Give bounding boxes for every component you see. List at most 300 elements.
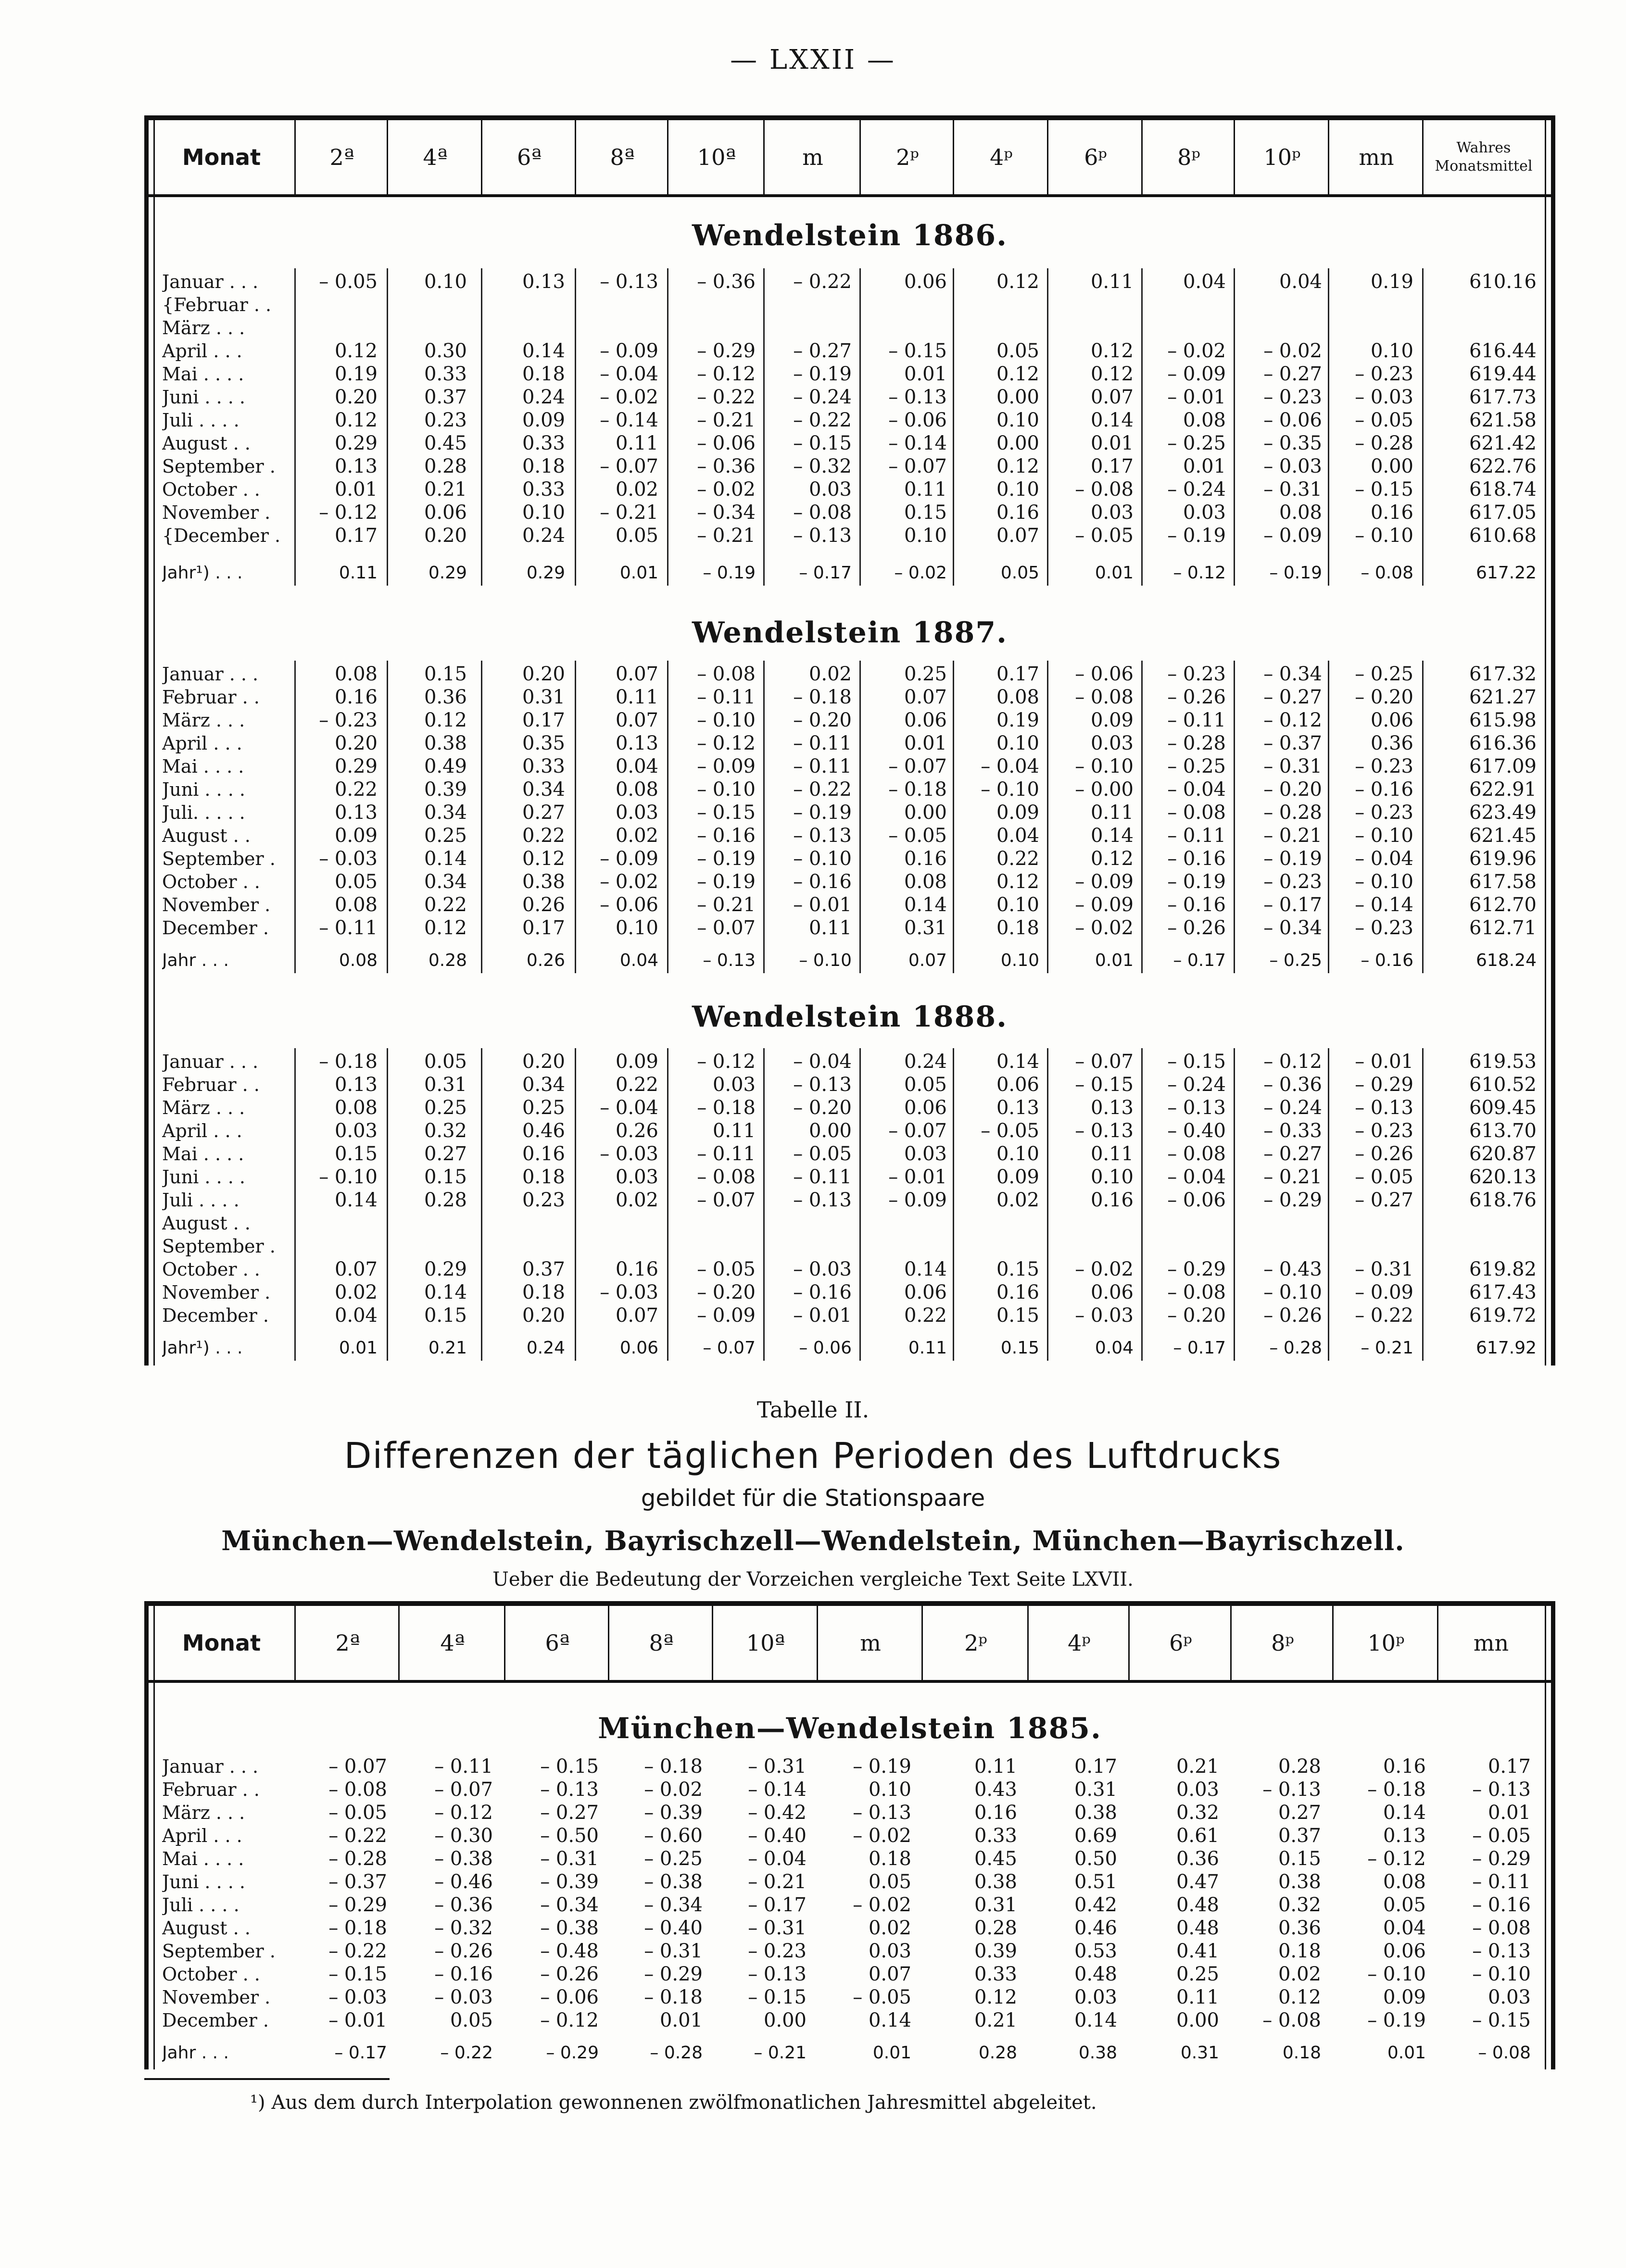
cell-value: – 0.05 bbox=[319, 271, 378, 293]
cell-value: – 0.18 bbox=[644, 1986, 703, 2008]
cell-value: – 0.12 bbox=[434, 1802, 493, 1824]
header-hour: 6ª bbox=[481, 120, 576, 194]
cell-value: 0.45 bbox=[974, 1848, 1017, 1870]
cell-value: 0.29 bbox=[526, 563, 565, 583]
cell-value: 0.33 bbox=[522, 432, 565, 454]
cell-value: 0.16 bbox=[974, 1802, 1017, 1824]
cell-value: 0.06 bbox=[619, 1338, 658, 1358]
table-label: Tabelle II. bbox=[756, 1397, 870, 1423]
cell-value: – 0.07 bbox=[888, 1120, 947, 1142]
cell-value: 0.04 bbox=[1183, 271, 1226, 293]
cell-value: 0.05 bbox=[1383, 1894, 1426, 1916]
month-label: Mai . . . . bbox=[162, 1848, 244, 1869]
cell-value: 0.16 bbox=[522, 1143, 565, 1165]
cell-value: – 0.20 bbox=[793, 1097, 852, 1119]
cell-value: – 0.26 bbox=[434, 1940, 493, 1962]
cell-value: 0.36 bbox=[1370, 732, 1413, 754]
cell-value: – 0.29 bbox=[1167, 1258, 1226, 1280]
cell-value: 0.09 bbox=[1383, 1986, 1426, 2008]
column-rule bbox=[763, 1048, 765, 1361]
cell-value: – 0.36 bbox=[434, 1894, 493, 1916]
cell-value: 0.01 bbox=[1095, 951, 1134, 970]
cell-value: – 0.02 bbox=[600, 386, 658, 408]
table-row bbox=[149, 1824, 1551, 1847]
cell-value: – 0.04 bbox=[748, 1848, 807, 1870]
cell-value: – 0.16 bbox=[1361, 951, 1413, 970]
cell-value: – 0.10 bbox=[1355, 525, 1413, 547]
cell-value: – 0.13 bbox=[703, 951, 756, 970]
cell-value: 0.11 bbox=[974, 1755, 1017, 1778]
cell-value: – 0.22 bbox=[328, 1940, 387, 1962]
cell-value: 0.04 bbox=[619, 951, 658, 970]
cell-value: 0.02 bbox=[615, 1189, 658, 1211]
month-label: Mai . . . . bbox=[162, 1143, 244, 1165]
header-hour: 10ª bbox=[712, 1606, 818, 1680]
cell-value: – 0.02 bbox=[853, 1825, 911, 1847]
column-rule bbox=[1328, 268, 1329, 586]
cell-value: – 0.01 bbox=[1355, 1051, 1413, 1073]
cell-value: 0.19 bbox=[334, 363, 378, 385]
header-hour: 8ᵖ bbox=[1141, 120, 1235, 194]
cell-value: 0.33 bbox=[522, 755, 565, 777]
cell-value: 0.27 bbox=[522, 802, 565, 824]
cell-value: – 0.18 bbox=[888, 778, 947, 801]
cell-value: 0.11 bbox=[615, 686, 658, 708]
cell-value: 0.17 bbox=[522, 709, 565, 731]
cell-value: – 0.25 bbox=[1269, 951, 1322, 970]
cell-value: – 0.27 bbox=[1263, 363, 1322, 385]
cell-value: 0.34 bbox=[522, 1074, 565, 1096]
cell-value: – 0.60 bbox=[644, 1825, 703, 1847]
table-header bbox=[149, 120, 1551, 197]
cell-value: 0.12 bbox=[996, 363, 1039, 385]
cell-value: – 0.31 bbox=[644, 1940, 703, 1962]
cell-value: – 0.33 bbox=[1263, 1120, 1322, 1142]
section-title: Wendelstein 1887. bbox=[692, 616, 1008, 650]
cell-value: – 0.23 bbox=[1263, 386, 1322, 408]
cell-value: 0.18 bbox=[522, 455, 565, 477]
cell-value: 0.05 bbox=[996, 340, 1039, 362]
cell-value: – 0.03 bbox=[319, 848, 378, 870]
cell-value: 0.12 bbox=[1278, 1986, 1321, 2008]
cell-value: – 0.23 bbox=[319, 709, 378, 731]
cell-value: – 0.05 bbox=[981, 1120, 1039, 1142]
cell-value: 618.74 bbox=[1469, 478, 1537, 501]
cell-value: – 0.21 bbox=[697, 894, 756, 916]
cell-value: – 0.13 bbox=[853, 1802, 911, 1824]
cell-value: 0.24 bbox=[526, 1338, 565, 1358]
cell-value: – 0.24 bbox=[793, 386, 852, 408]
cell-value: 0.08 bbox=[904, 871, 947, 893]
cell-value: 0.25 bbox=[904, 663, 947, 685]
cell-value: – 0.01 bbox=[793, 1304, 852, 1327]
cell-value: 0.07 bbox=[996, 525, 1039, 547]
cell-value: – 0.35 bbox=[1263, 432, 1322, 454]
table-row bbox=[149, 524, 1551, 547]
cell-value: 0.12 bbox=[334, 340, 378, 362]
cell-value: 0.20 bbox=[522, 1051, 565, 1073]
year-row bbox=[149, 2042, 1551, 2065]
cell-value: – 0.01 bbox=[328, 2009, 387, 2031]
cell-value: – 0.15 bbox=[540, 1755, 599, 1778]
cell-value: – 0.10 bbox=[1355, 871, 1413, 893]
column-rule bbox=[294, 661, 296, 973]
cell-value: 0.10 bbox=[996, 409, 1039, 431]
table-row bbox=[149, 755, 1551, 778]
cell-value: – 0.38 bbox=[434, 1848, 493, 1870]
header-hour: 8ª bbox=[575, 120, 668, 194]
month-label: August . . bbox=[162, 1213, 251, 1234]
table-row bbox=[149, 339, 1551, 363]
cell-value: 0.38 bbox=[974, 1871, 1017, 1893]
cell-value: 0.09 bbox=[522, 409, 565, 431]
cell-value: – 0.17 bbox=[1263, 894, 1322, 916]
month-label: April . . . bbox=[162, 340, 242, 362]
cell-value: – 0.10 bbox=[981, 778, 1039, 801]
cell-value: – 0.27 bbox=[540, 1802, 599, 1824]
cell-value: – 0.08 bbox=[1262, 2009, 1321, 2031]
header-hour: m bbox=[763, 120, 861, 194]
cell-value: 0.43 bbox=[974, 1779, 1017, 1801]
column-rule bbox=[1422, 268, 1424, 586]
cell-value: – 0.21 bbox=[697, 525, 756, 547]
cell-value: 0.18 bbox=[522, 1281, 565, 1303]
cell-value: – 0.10 bbox=[1075, 755, 1134, 777]
cell-value: 0.02 bbox=[615, 825, 658, 847]
table-row bbox=[149, 386, 1551, 409]
cell-value: 0.39 bbox=[974, 1940, 1017, 1962]
month-label: Juli . . . . bbox=[162, 1190, 239, 1211]
cell-value: 0.00 bbox=[904, 802, 947, 824]
cell-value: 0.24 bbox=[522, 525, 565, 547]
cell-value: 0.08 bbox=[1279, 501, 1322, 524]
column-rule bbox=[1234, 661, 1235, 973]
header-hour: 2ª bbox=[294, 1606, 400, 1680]
cell-value: 615.98 bbox=[1469, 709, 1537, 731]
cell-value: – 0.04 bbox=[981, 755, 1039, 777]
cell-value: 0.38 bbox=[522, 871, 565, 893]
cell-value: 619.96 bbox=[1469, 848, 1537, 870]
column-rule bbox=[1141, 1048, 1143, 1361]
cell-value: 0.38 bbox=[1078, 2043, 1117, 2063]
cell-value: 0.30 bbox=[424, 340, 467, 362]
cell-value: – 0.13 bbox=[1262, 1779, 1321, 1801]
cell-value: 0.46 bbox=[1074, 1917, 1117, 1939]
cell-value: 0.06 bbox=[1370, 709, 1413, 731]
cell-value: – 0.11 bbox=[319, 917, 378, 939]
cell-value: 0.04 bbox=[1279, 271, 1322, 293]
cell-value: 0.23 bbox=[424, 409, 467, 431]
cell-value: – 0.19 bbox=[793, 802, 852, 824]
cell-value: – 0.23 bbox=[1263, 871, 1322, 893]
cell-value: – 0.12 bbox=[1367, 1848, 1426, 1870]
sign-remark: Ueber die Bedeutung der Vorzeichen vergleiche Text Seite LXVII. bbox=[492, 1568, 1134, 1591]
header-hour: 6ª bbox=[504, 1606, 609, 1680]
header-hour: mn bbox=[1437, 1606, 1544, 1680]
cell-value: – 0.26 bbox=[1263, 1304, 1322, 1327]
cell-value: 0.29 bbox=[334, 755, 378, 777]
cell-value: – 0.26 bbox=[1167, 686, 1226, 708]
cell-value: 0.14 bbox=[996, 1051, 1039, 1073]
month-label: December . bbox=[162, 1305, 269, 1326]
cell-value: – 0.15 bbox=[748, 1986, 807, 2008]
table-row bbox=[149, 1917, 1551, 1940]
cell-value: – 0.13 bbox=[793, 1074, 852, 1096]
column-rule bbox=[763, 661, 765, 973]
cell-value: 0.34 bbox=[424, 802, 467, 824]
cell-value: 0.07 bbox=[868, 1963, 911, 1985]
month-label: Februar . . bbox=[162, 687, 260, 708]
column-rule bbox=[1047, 268, 1048, 586]
cell-value: 0.05 bbox=[424, 1051, 467, 1073]
cell-value: – 0.07 bbox=[888, 755, 947, 777]
cell-value: 0.06 bbox=[424, 501, 467, 524]
column-rule bbox=[859, 1048, 861, 1361]
cell-value: 0.03 bbox=[1183, 501, 1226, 524]
cell-value: – 0.04 bbox=[600, 1097, 658, 1119]
cell-value: – 0.05 bbox=[888, 825, 947, 847]
header-hour: 4ª bbox=[398, 1606, 505, 1680]
cell-value: – 0.09 bbox=[888, 1189, 947, 1211]
table-row bbox=[149, 1986, 1551, 2009]
cell-value: 0.42 bbox=[1074, 1894, 1117, 1916]
cell-value: – 0.22 bbox=[697, 386, 756, 408]
cell-value: 0.11 bbox=[908, 1338, 947, 1358]
cell-value: – 0.02 bbox=[1263, 340, 1322, 362]
cell-value: – 0.34 bbox=[1263, 663, 1322, 685]
cell-value: – 0.09 bbox=[1075, 894, 1134, 916]
cell-value: 0.13 bbox=[1090, 1097, 1134, 1119]
table-row bbox=[149, 1165, 1551, 1189]
cell-value: – 0.11 bbox=[1472, 1871, 1531, 1893]
cell-value: 0.03 bbox=[808, 478, 852, 501]
header-monat: Monat bbox=[182, 144, 261, 170]
cell-value: 0.03 bbox=[1176, 1779, 1219, 1801]
cell-value: – 0.17 bbox=[748, 1894, 807, 1916]
cell-value: – 0.12 bbox=[1263, 1051, 1322, 1073]
cell-value: 0.15 bbox=[904, 501, 947, 524]
cell-value: – 0.16 bbox=[1355, 778, 1413, 801]
column-rule bbox=[953, 268, 954, 586]
cell-value: 618.24 bbox=[1476, 951, 1537, 970]
cell-value: – 0.12 bbox=[697, 363, 756, 385]
cell-value: 0.08 bbox=[1183, 409, 1226, 431]
cell-value: – 0.20 bbox=[1167, 1304, 1226, 1327]
cell-value: 0.32 bbox=[424, 1120, 467, 1142]
cell-value: – 0.12 bbox=[540, 2009, 599, 2031]
month-label: October . . bbox=[162, 479, 260, 500]
header-hour: 10ª bbox=[667, 120, 765, 194]
cell-value: – 0.25 bbox=[1355, 663, 1413, 685]
cell-value: 0.07 bbox=[615, 1304, 658, 1327]
cell-value: 616.36 bbox=[1469, 732, 1537, 754]
cell-value: 0.10 bbox=[1090, 1166, 1134, 1188]
month-label: Jahr¹) . . . bbox=[162, 563, 243, 583]
cell-value: 0.03 bbox=[615, 802, 658, 824]
cell-value: – 0.09 bbox=[1263, 525, 1322, 547]
cell-value: 0.00 bbox=[996, 432, 1039, 454]
cell-value: – 0.42 bbox=[748, 1802, 807, 1824]
cell-value: – 0.05 bbox=[1075, 525, 1134, 547]
cell-value: 0.22 bbox=[615, 1074, 658, 1096]
cell-value: – 0.14 bbox=[748, 1779, 807, 1801]
cell-value: 0.10 bbox=[996, 732, 1039, 754]
cell-value: – 0.02 bbox=[1167, 340, 1226, 362]
header-hour: 6ᵖ bbox=[1128, 1606, 1232, 1680]
cell-value: – 0.15 bbox=[888, 340, 947, 362]
cell-value: 0.01 bbox=[1487, 1802, 1531, 1824]
cell-value: 0.19 bbox=[1370, 271, 1413, 293]
cell-value: 0.16 bbox=[334, 686, 378, 708]
cell-value: – 0.16 bbox=[434, 1963, 493, 1985]
month-label: September . bbox=[162, 1941, 276, 1962]
section-title: München—Wendelstein 1885. bbox=[598, 1712, 1102, 1745]
cell-value: 0.11 bbox=[1090, 802, 1134, 824]
cell-value: 0.09 bbox=[996, 802, 1039, 824]
cell-value: 0.02 bbox=[334, 1281, 378, 1303]
cell-value: – 0.16 bbox=[1167, 848, 1226, 870]
cell-value: 612.70 bbox=[1469, 894, 1537, 916]
cell-value: 0.01 bbox=[334, 478, 378, 501]
cell-value: 0.15 bbox=[996, 1258, 1039, 1280]
cell-value: – 0.07 bbox=[328, 1755, 387, 1778]
cell-value: 0.16 bbox=[1090, 1189, 1134, 1211]
cell-value: 0.48 bbox=[1176, 1917, 1219, 1939]
header-hour: 6ᵖ bbox=[1047, 120, 1143, 194]
cell-value: 0.02 bbox=[996, 1189, 1039, 1211]
cell-value: 0.06 bbox=[996, 1074, 1039, 1096]
cell-value: 0.31 bbox=[424, 1074, 467, 1096]
cell-value: 0.12 bbox=[996, 871, 1039, 893]
month-label: März . . . bbox=[162, 1802, 245, 1823]
cell-value: – 0.13 bbox=[793, 1189, 852, 1211]
cell-value: 0.28 bbox=[424, 1189, 467, 1211]
cell-value: – 0.13 bbox=[1472, 1940, 1531, 1962]
cell-value: 0.14 bbox=[1074, 2009, 1117, 2031]
main-title: Differenzen der täglichen Perioden des Luftdrucks bbox=[344, 1435, 1282, 1477]
cell-value: 0.08 bbox=[334, 894, 378, 916]
month-label: März . . . bbox=[162, 317, 245, 338]
cell-value: – 0.28 bbox=[650, 2043, 703, 2063]
table-row bbox=[149, 1893, 1551, 1917]
cell-value: 0.25 bbox=[424, 1097, 467, 1119]
cell-value: – 0.27 bbox=[1263, 1143, 1322, 1165]
cell-value: – 0.08 bbox=[1167, 1143, 1226, 1165]
cell-value: – 0.19 bbox=[853, 1755, 911, 1778]
cell-value: 0.08 bbox=[334, 663, 378, 685]
cell-value: 0.20 bbox=[522, 663, 565, 685]
cell-value: 609.45 bbox=[1469, 1097, 1537, 1119]
cell-value: 0.38 bbox=[1074, 1802, 1117, 1824]
cell-value: – 0.29 bbox=[1472, 1848, 1531, 1870]
cell-value: – 0.04 bbox=[1355, 848, 1413, 870]
cell-value: 0.19 bbox=[996, 709, 1039, 731]
cell-value: 0.33 bbox=[974, 1825, 1017, 1847]
column-rule bbox=[1328, 661, 1329, 973]
cell-value: 0.25 bbox=[1176, 1963, 1219, 1985]
table-row bbox=[149, 824, 1551, 847]
cell-value: – 0.07 bbox=[697, 917, 756, 939]
header-hour: 8ª bbox=[608, 1606, 713, 1680]
cell-value: – 0.06 bbox=[1167, 1189, 1226, 1211]
cell-value: – 0.27 bbox=[1263, 686, 1322, 708]
cell-value: – 0.37 bbox=[1263, 732, 1322, 754]
cell-value: 0.10 bbox=[1370, 340, 1413, 362]
cell-value: 0.31 bbox=[1180, 2043, 1219, 2063]
cell-value: – 0.15 bbox=[1355, 478, 1413, 501]
column-rule bbox=[667, 661, 668, 973]
cell-value: – 0.08 bbox=[1472, 1917, 1531, 1939]
column-rule bbox=[1422, 1048, 1424, 1361]
cell-value: – 0.23 bbox=[1355, 363, 1413, 385]
cell-value: – 0.14 bbox=[600, 409, 658, 431]
cell-value: 0.53 bbox=[1074, 1940, 1117, 1962]
cell-value: – 0.26 bbox=[540, 1963, 599, 1985]
table-row bbox=[149, 663, 1551, 686]
cell-value: – 0.21 bbox=[600, 501, 658, 524]
month-label: April . . . bbox=[162, 1825, 242, 1846]
cell-value: – 0.09 bbox=[697, 1304, 756, 1327]
cell-value: – 0.05 bbox=[793, 1143, 852, 1165]
cell-value: 0.37 bbox=[1278, 1825, 1321, 1847]
column-rule bbox=[953, 661, 954, 973]
cell-value: – 0.29 bbox=[697, 340, 756, 362]
cell-value: 0.16 bbox=[996, 501, 1039, 524]
cell-value: – 0.21 bbox=[1361, 1338, 1413, 1358]
cell-value: – 0.06 bbox=[540, 1986, 599, 2008]
cell-value: 0.38 bbox=[424, 732, 467, 754]
header-hour: 4ª bbox=[387, 120, 482, 194]
cell-value: 0.12 bbox=[996, 455, 1039, 477]
cell-value: 0.01 bbox=[1095, 563, 1134, 583]
table-row bbox=[149, 916, 1551, 940]
cell-value: 621.45 bbox=[1469, 825, 1537, 847]
cell-value: 0.01 bbox=[1387, 2043, 1426, 2063]
cell-value: – 0.09 bbox=[1075, 871, 1134, 893]
cell-value: 0.32 bbox=[1278, 1894, 1321, 1916]
cell-value: – 0.22 bbox=[793, 409, 852, 431]
section-title: Wendelstein 1886. bbox=[692, 219, 1008, 252]
cell-value: – 0.10 bbox=[793, 848, 852, 870]
cell-value: 0.17 bbox=[334, 525, 378, 547]
cell-value: 0.21 bbox=[424, 478, 467, 501]
cell-value: 0.31 bbox=[904, 917, 947, 939]
cell-value: – 0.39 bbox=[540, 1871, 599, 1893]
cell-value: – 0.23 bbox=[1355, 1120, 1413, 1142]
cell-value: 0.14 bbox=[904, 1258, 947, 1280]
cell-value: – 0.03 bbox=[1355, 386, 1413, 408]
cell-value: 0.11 bbox=[904, 478, 947, 501]
cell-value: – 0.31 bbox=[1263, 478, 1322, 501]
cell-value: 620.13 bbox=[1469, 1166, 1537, 1188]
cell-value: – 0.11 bbox=[697, 686, 756, 708]
cell-value: 0.10 bbox=[904, 525, 947, 547]
cell-value: – 0.29 bbox=[644, 1963, 703, 1985]
cell-value: 0.41 bbox=[1176, 1940, 1219, 1962]
cell-value: 0.25 bbox=[424, 825, 467, 847]
cell-value: – 0.50 bbox=[540, 1825, 599, 1847]
table-row bbox=[149, 778, 1551, 801]
month-label: März . . . bbox=[162, 1097, 245, 1118]
cell-value: 0.01 bbox=[1183, 455, 1226, 477]
cell-value: – 0.29 bbox=[328, 1894, 387, 1916]
cell-value: 622.76 bbox=[1469, 455, 1537, 477]
cell-value: – 0.12 bbox=[1263, 709, 1322, 731]
column-rule bbox=[1234, 268, 1235, 586]
cell-value: 0.01 bbox=[619, 563, 658, 583]
cell-value: – 0.13 bbox=[1167, 1097, 1226, 1119]
cell-value: – 0.21 bbox=[1263, 825, 1322, 847]
